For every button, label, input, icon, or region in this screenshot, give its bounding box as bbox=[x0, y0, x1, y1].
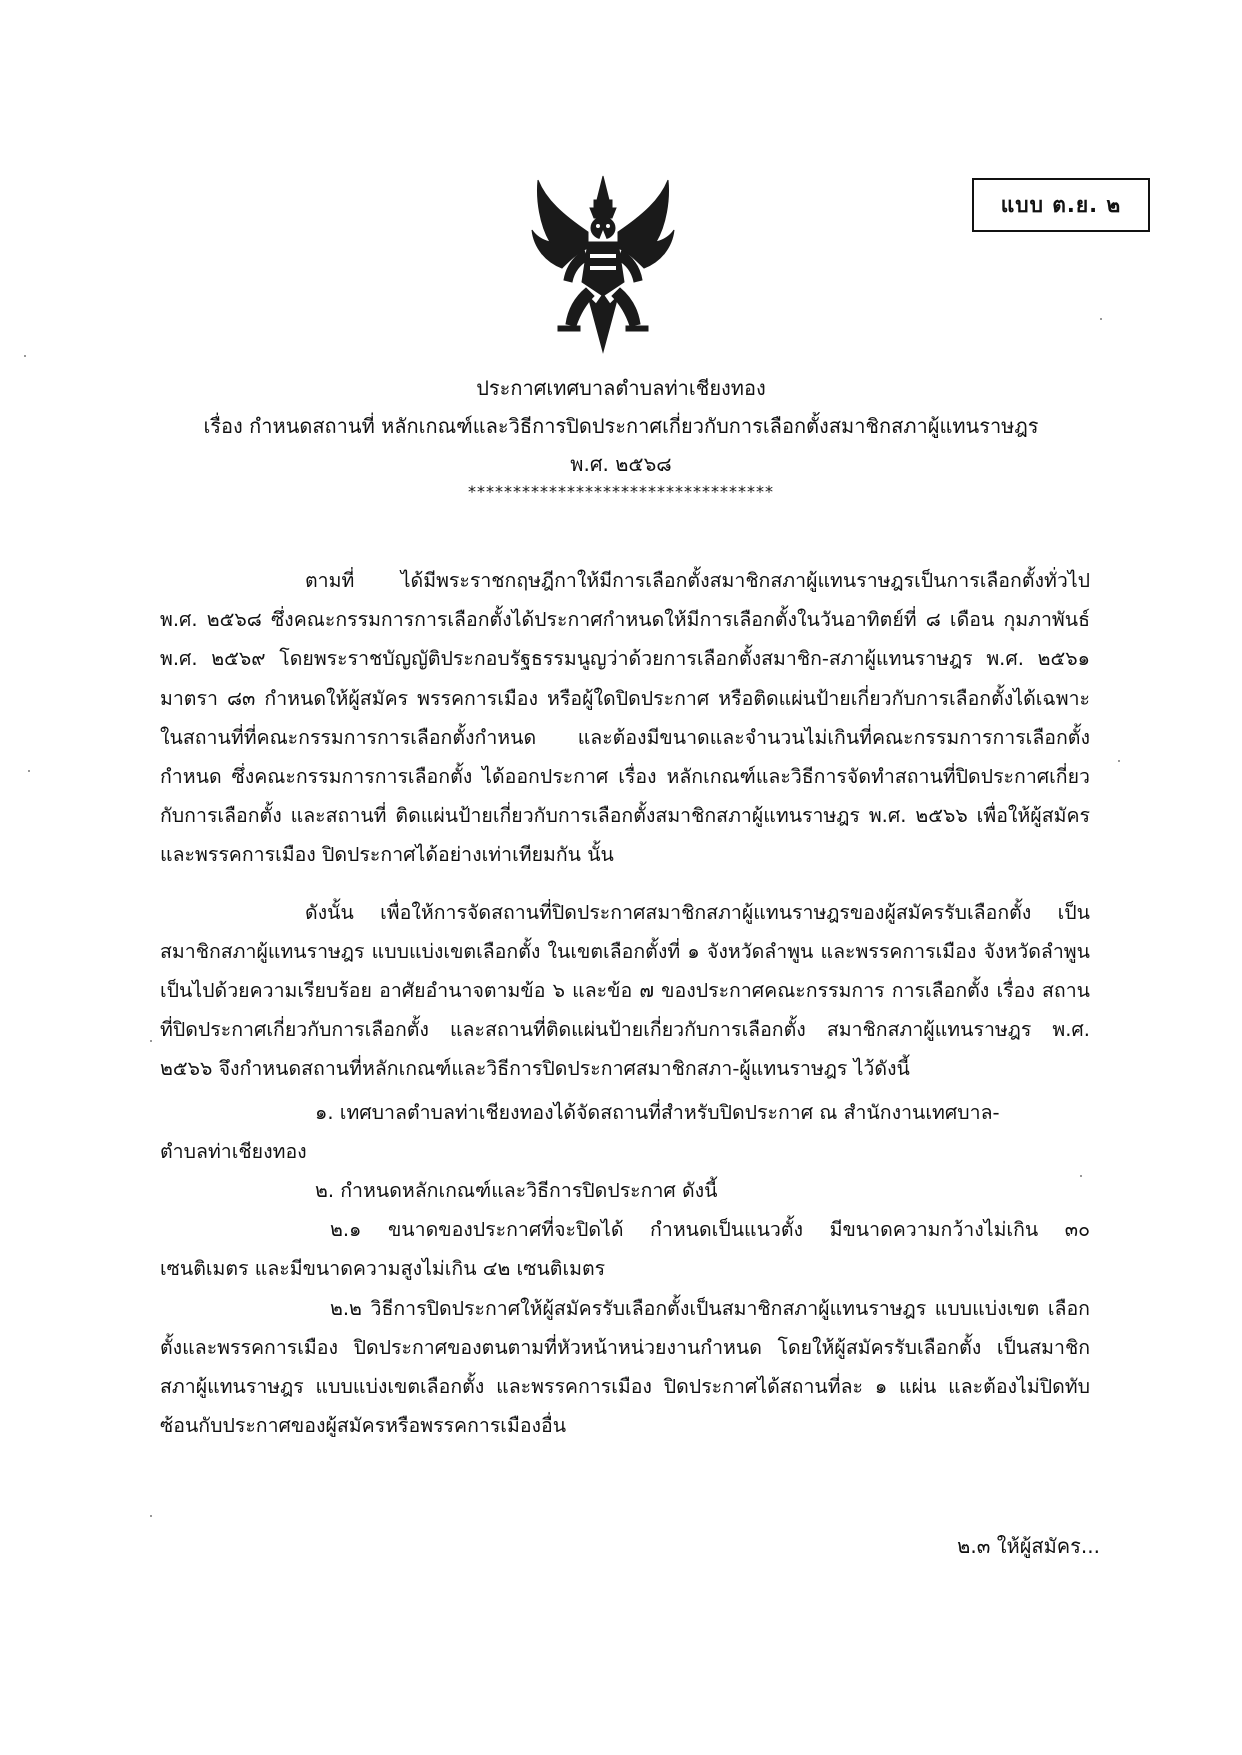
scan-speck bbox=[1100, 318, 1102, 320]
paragraph-2: ดังนั้น เพื่อให้การจัดสถานที่ปิดประกาศสมาชิกสภาผู้แทนราษฎรของผู้สมัครรับเลือกตั้ง เป็นสมาชิกสภาผู้แทนราษฎร แบบแบ่งเขตเลือกตั้ง ในเขตเลือกตั้งที่ ๑ จังหวัดลำพูน และพรรคการเมือง จังหวัดลำพูน เป็นไปด้วยความเรียบร้อย อาศัยอำนาจตามข้อ ๖ และข้อ ๗ ของประกาศคณะกรรมการ การเลือกตั้ง เรื่อง สถานที่ปิดประกาศเกี่ยวกับการเลือกตั้ง และสถานที่ติดแผ่นป้ายเกี่ยวกับการเลือกตั้ง สมาชิกสภาผู้แทนราษฎร พ.ศ. ๒๕๖๖ จึงกำหนดสถานที่หลักเกณฑ์และวิธีการปิดประกาศสมาชิกสภา-ผู้แทนราษฎร ไว้ดังนี้ bbox=[160, 900, 1090, 1081]
scan-speck bbox=[150, 1040, 152, 1042]
scan-speck bbox=[1080, 1175, 1082, 1177]
item-2: ๒. กำหนดหลักเกณฑ์และวิธีการปิดประกาศ ดังนี้ bbox=[315, 1179, 718, 1203]
paragraph-1: ตามที่ ได้มีพระราชกฤษฎีกาให้มีการเลือกตั้งสมาชิกสภาผู้แทนราษฎรเป็นการเลือกตั้งทั่วไป พ.ศ. ๒๕๖๘ ซึ่งคณะกรรมการการเลือกตั้งได้ประกาศกำหนดให้มีการเลือกตั้งในวันอาทิตย์ที่ ๘ เดือน กุมภาพันธ์ พ.ศ. ๒๕๖๙ โดยพระราชบัญญัติประกอบรัฐธรรมนูญว่าด้วยการเลือกตั้งสมาชิก-สภาผู้แทนราษฎร พ.ศ. ๒๕๖๑ มาตรา ๘๓ กำหนดให้ผู้สมัคร พรรคการเมือง หรือผู้ใดปิดประกาศ หรือติดแผ่นป้ายเกี่ยวกับการเลือกตั้งได้เฉพาะในสถานที่ที่คณะกรรมการการเลือกตั้งกำหนด และต้องมีขนาดและจำนวนไม่เกินที่คณะกรรมการการเลือกตั้งกำหนด ซึ่งคณะกรรมการการเลือกตั้ง ได้ออกประกาศ เรื่อง หลักเกณฑ์และวิธีการจัดทำสถานที่ปิดประกาศเกี่ยวกับการเลือกตั้ง และสถานที่ ติดแผ่นป้ายเกี่ยวกับการเลือกตั้งสมาชิกสภาผู้แทนราษฎร พ.ศ. ๒๕๖๖ เพื่อให้ผู้สมัครและพรรคการเมือง ปิดประกาศได้อย่างเท่าเทียมกัน นั้น bbox=[160, 569, 1090, 867]
garuda-emblem-icon bbox=[528, 170, 678, 360]
scan-speck bbox=[150, 1515, 152, 1517]
scan-speck bbox=[28, 770, 30, 772]
scan-speck bbox=[24, 355, 26, 357]
form-code-box bbox=[972, 178, 1150, 232]
item-1-line-1: ๑. เทศบาลตำบลท่าเชียงทองได้จัดสถานที่สำหรับปิดประกาศ ณ สำนักงานเทศบาล- bbox=[315, 1100, 1000, 1124]
scan-speck bbox=[1118, 760, 1120, 762]
item-1-line-2: ตำบลท่าเชียงทอง bbox=[160, 1139, 307, 1163]
item-2-2: ๒.๒ วิธีการปิดประกาศให้ผู้สมัครรับเลือกตั้งเป็นสมาชิกสภาผู้แทนราษฎร แบบแบ่งเขต เลือกตั้งและพรรคการเมือง ปิดประกาศของตนตามที่หัวหน้าหน่วยงานกำหนด โดยให้ผู้สมัครรับเลือกตั้ง เป็นสมาชิกสภาผู้แทนราษฎร แบบแบ่งเขตเลือกตั้ง และพรรคการเมือง ปิดประกาศได้สถานที่ละ ๑ แผ่น และต้องไม่ปิดทับซ้อนกับประกาศของผู้สมัครหรือพรรคการเมืองอื่น bbox=[160, 1296, 1090, 1438]
form-code: แบบ ต.ย. ๒ bbox=[1000, 192, 1122, 217]
separator-line: ********************************** bbox=[468, 482, 774, 501]
issuer-title: ประกาศเทศบาลตำบลท่าเชียงทอง bbox=[476, 376, 766, 400]
document-body bbox=[160, 561, 1090, 1445]
continuation-marker: ๒.๓ ให้ผู้สมัคร... bbox=[957, 1534, 1100, 1558]
subject-title: เรื่อง กำหนดสถานที่ หลักเกณฑ์และวิธีการปิดประกาศเกี่ยวกับการเลือกตั้งสมาชิกสภาผู้แทนราษฎร bbox=[203, 414, 1039, 438]
item-2-1: ๒.๑ ขนาดของประกาศที่จะปิดได้ กำหนดเป็นแนวตั้ง มีขนาดความกว้างไม่เกิน ๓๐ เซนติเมตร และมีขนาดความสูงไม่เกิน ๔๒ เซนติเมตร bbox=[160, 1218, 1090, 1281]
year-line: พ.ศ. ๒๕๖๘ bbox=[570, 452, 672, 476]
